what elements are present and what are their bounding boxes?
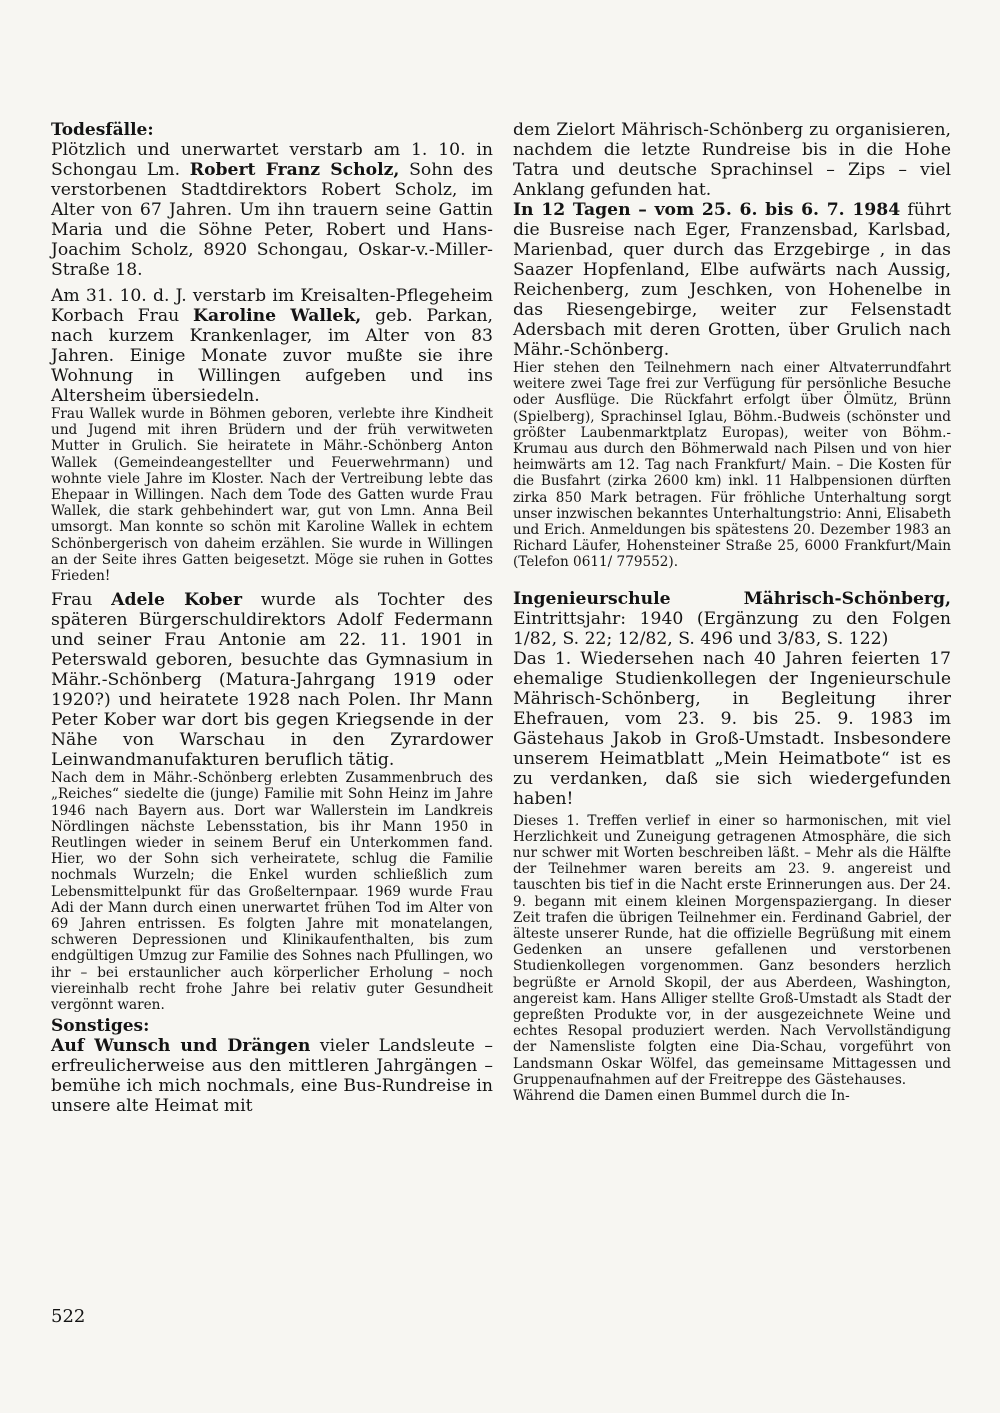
reunion-continued: Während die Damen einen Bummel durch die In- xyxy=(513,1088,850,1105)
bus-trip-details: Hier stehen den Teilnehmern nach einer Altvaterrundfahrt weitere zwei Tage frei zur Verfügung für persönliche Besuche oder Ausflüge. Die Rückfahrt erfolgt über Ölmütz, Brünn (Spielberg), Sprachinsel Iglau, Böhm.-Budweis (schönster und größter Laubenmarktplatz Europas), weiter von Böhm.-Krumau aus durch den Böhmerwald nach Pilsen und von hier heimwärts am 12. Tag nach Frankfurt/ Main. – Die Kosten für die Busfahrt (zirka 2600 km) inkl. 11 Halbpensionen dürften zirka 850 Mark betragen. Für fröhliche Unterhaltung sorgt unser inzwischen bekanntes Unterhaltungstrio: Anni, Elisabeth und Erich. Anmeldungen bis spätestens 20. Dezember 1983 an Richard Läufer, Hohensteiner Straße 25, 6000 Frankfurt/Main (Telefon 0611/ 779552). xyxy=(513,360,951,571)
todesfaelle-heading: Todesfälle: xyxy=(51,120,154,140)
right-column xyxy=(513,120,951,1104)
reunion-details: Dieses 1. Treffen verlief in einer so harmonischen, mit viel Herzlichkeit und Zuneigung getragenen Atmosphäre, die sich nur schwer mit Worten beschreiben läßt. – Mehr als die Hälfte der Teilnehmer waren bereits am 23. 9. angereist und tauschten bis tief in die Nacht erste Erinnerungen aus. Der 24. 9. begann mit einem kleinen Morgenspaziergang. In dieser Zeit trafen die übrigen Teilnehmer ein. Ferdinand Gabriel, der älteste unserer Runde, hat die offizielle Begrüßung mit einem Gedenken an unsere gefallenen und verstorbenen Studienkollegen vorgenommen. Ganz besonders herzlich begrüßte er Arnold Skopil, der aus Aberdeen, Washington, angereist kam. Hans Alliger stellte Groß-Umstadt als Stadt der gepreßten Produkte vor, in der ausgezeichnete Weine und echtes Resopal produziert werden. Nach Vervollständigung der Namensliste folgten eine Dia-Schau, vorgeführt von Landsmann Oskar Wölfel, das gemeinsame Mittagessen und Gruppenaufnahmen auf der Freitreppe des Gästehauses. xyxy=(513,812,951,1088)
obituary-kober: Frau Adele Kober wurde als Tochter des späteren Bürgerschuldirektors Adolf Federmann und seiner Frau Antonie am 22. 11. 1901 in Peterswald geboren, besuchte das Gymnasium in Mähr.-Schönberg (Matura-Jahrgang 1919 oder 1920?) und heiratete 1928 nach Polen. Ihr Mann Peter Kober war dort bis gegen Kriegsende in der Nähe von Warschau in den Zyrardower Leinwandmanufakturen beruflich tätig. xyxy=(51,590,493,771)
obituary-wallek-details: Frau Wallek wurde in Böhmen geboren, verlebte ihre Kindheit und Jugend mit ihren Brüdern und der früh verwitweten Mutter in Grulich. Sie heiratete in Mähr.-Schönberg Anton Wallek (Gemeindeangestellter und Feuerwehrmann) und wohnte viele Jahre im Kloster. Nach der Vertreibung lebte das Ehepaar in Willingen. Nach dem Tode des Gatten wurde Frau Wallek, die stark gehbehindert war, gut von Lmn. Anna Beil umsorgt. Man konnte so schön mit Karoline Wallek in echtem Schönbergerisch von daheim erzählen. Sie wurde in Willingen an der Seite ihres Gatten beigesetzt. Möge sie ruhen in Gottes Frieden! xyxy=(51,406,493,585)
name-robert-franz-scholz: Robert Franz Scholz, xyxy=(189,160,400,180)
name-karoline-wallek: Karoline Wallek, xyxy=(193,306,362,326)
obituary-kober-details: Nach dem in Mähr.-Schönberg erlebten Zusammenbruch des „Reiches“ siedelte die (junge) Familie mit Sohn Heinz im Jahre 1946 nach Bayern aus. Dort war Wallerstein im Landkreis Nördlingen nächste Lebensstation, bis ihr Mann 1950 in Reutlingen wieder in seinem Beruf ein Unterkommen fand. Hier, wo der Sohn sich verheiratete, schlug die Familie nochmals Wurzeln; die Enkel wurden schließlich zum Lebensmittelpunkt für das Großelternpaar. 1969 wurde Frau Adi der Mann durch einen unerwartet frühen Tod im Alter von 69 Jahren entrissen. Es folgten Jahre mit monatelangen, schweren Depressionen und Klinikaufenthalten, bis zum endgültigen Umzug zur Familie des Sohnes nach Pfullingen, wo ihr – bei erstaunlicher auch körperlicher Erholung – noch viereinhalb recht frohe Jahre bei relativ guter Gesundheit vergönnt waren. xyxy=(51,770,493,1014)
bus-trip-continued: dem Zielort Mährisch-Schönberg zu organisieren, nachdem die letzte Rundreise bis in die Hohe Tatra und deutsche Sprachinsel – Zips – viel Anklang gefunden hat. xyxy=(513,120,951,200)
obituary-wallek: Am 31. 10. d. J. verstarb im Kreisalten-Pflegeheim Korbach Frau Karoline Wallek, geb. Parkan, nach kurzem Krankenlager, im Alter von 83 Jahren. Einige Monate zuvor mußte sie ihre Wohnung in Willingen aufgeben und ins Altersheim übersiedeln. xyxy=(51,286,493,406)
obituary-scholz: Plötzlich und unerwartet verstarb am 1. 10. in Schongau Lm. Robert Franz Scholz, Sohn des verstorbenen Stadtdirektors Robert Scholz, im Alter von 67 Jahren. Um ihn trauern seine Gattin Maria und die Söhne Peter, Robert und Hans-Joachim Scholz, 8920 Schongau, Oskar-v.-Miller-Straße 18. xyxy=(51,140,494,280)
left-column xyxy=(51,120,493,1116)
reunion-intro: Das 1. Wiedersehen nach 40 Jahren feierten 17 ehemalige Studienkollegen der Ingenieurschule Mährisch-Schönberg, in Begleitung ihrer Ehefrauen, vom 23. 9. bis 25. 9. 1983 im Gästehaus Jakob in Groß-Umstadt. Insbesondere unserem Heimatblatt „Mein Heimatbote“ ist es zu verdanken, daß sie sich wiedergefunden haben! xyxy=(513,648,951,809)
sonstiges-heading: Sonstiges: xyxy=(51,1016,150,1037)
page-number: 522 xyxy=(51,1306,86,1327)
bus-trip-route: In 12 Tagen – vom 25. 6. bis 6. 7. 1984 führt die Busreise nach Eger, Franzensbad, Karlsbad, Marienbad, quer durch das Erzgebirge , in das Saazer Hopfenland, Elbe aufwärts nach Aussig, Reichenberg, zum Jeschken, von Hohenelbe in das Riesengebirge, weiter zur Felsenstadt Adersbach mit deren Grotten, über Grulich nach Mähr.-Schönberg. xyxy=(513,200,951,360)
name-adele-kober: Adele Kober xyxy=(111,590,243,611)
ingenieurschule-heading: Ingenieurschule Mährisch-Schönberg, Eintrittsjahr: 1940 (Ergänzung zu den Folgen 1/82, S. 22; 12/82, S. 496 und 3/83, S. 122) xyxy=(513,588,951,649)
bus-trip-intro: Auf Wunsch und Drängen vieler Landsleute – erfreulicherweise aus den mittleren Jahrgängen – bemühe ich mich nochmals, eine Bus-Rundreise in unsere alte Heimat mit xyxy=(51,1036,493,1117)
